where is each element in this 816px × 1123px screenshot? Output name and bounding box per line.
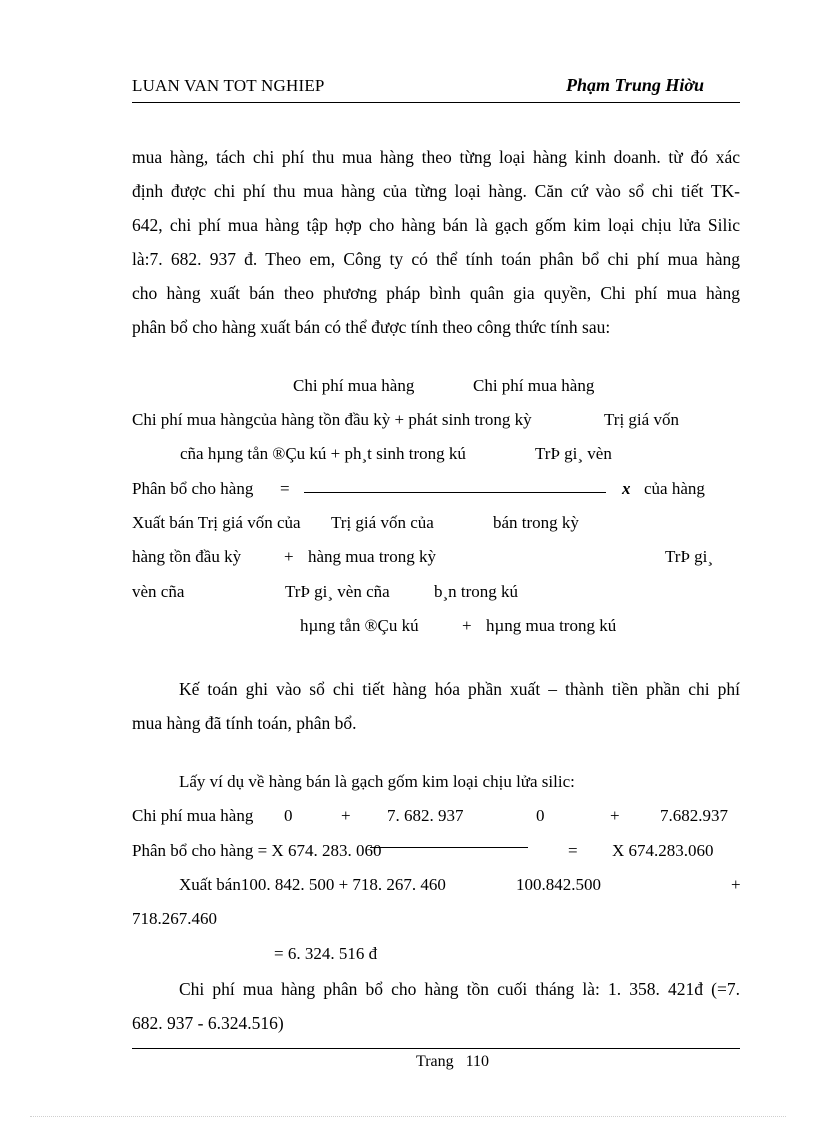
example-value: 100.842.500 bbox=[516, 875, 601, 894]
paragraph-line: 642, chi phí mua hàng tập hợp cho hàng bán là gạch gốm kim loại chịu lửa Silic bbox=[132, 215, 740, 235]
example-plus: + bbox=[610, 806, 620, 825]
paragraph-line: cho hàng xuất bán theo phương pháp bình quân gia quyền, Chi phí mua hàng bbox=[132, 283, 740, 303]
paragraph-line: phân bổ cho hàng xuất bán có thể được tính theo công thức tính sau: bbox=[132, 317, 611, 337]
formula-plus: + bbox=[462, 616, 472, 635]
example-row-3-label: Xuất bán100. 842. 500 + 718. 267. 460 bbox=[179, 875, 446, 894]
formula-line-2: Chi phí mua hàngcủa hàng tồn đầu kỳ + phát sinh trong kỳ bbox=[132, 410, 532, 429]
formula-line-7c: b¸n trong kú bbox=[434, 582, 519, 601]
example-value: 0 bbox=[284, 806, 293, 825]
footer-rule bbox=[132, 1048, 740, 1049]
paragraph-line: định được chi phí thu mua hàng của từng loại hàng. Căn cứ vào sổ chi tiết TK- bbox=[132, 181, 740, 201]
header-title: LUAN VAN TOT NGHIEP bbox=[132, 76, 325, 95]
example-equals: = bbox=[568, 841, 578, 860]
formula-line-6b: hàng mua trong kỳ bbox=[308, 547, 436, 566]
paragraph-line: 682. 937 - 6.324.516) bbox=[132, 1013, 284, 1033]
header-author: Phạm Trung Hiờu bbox=[566, 75, 705, 95]
formula-numerator-a: Chi phí mua hàng bbox=[293, 376, 415, 395]
formula-label: Phân bổ cho hàng bbox=[132, 479, 254, 498]
formula-numerator-b: Chi phí mua hàng bbox=[473, 376, 595, 395]
formula-plus: + bbox=[284, 547, 294, 566]
formula-line-6c: TrÞ gi¸ bbox=[665, 547, 714, 566]
paragraph-line: là:7. 682. 937 đ. Theo em, Công ty có thể tính toán phân bổ chi phí mua hàng bbox=[132, 249, 740, 269]
footer-page bbox=[416, 1053, 489, 1071]
example-value: 7. 682. 937 bbox=[387, 806, 464, 825]
example-intro: Lấy ví dụ về hàng bán là gạch gốm kim loại chịu lửa silic: bbox=[179, 772, 575, 791]
example-plus: + bbox=[731, 875, 741, 894]
example-fraction-bar bbox=[370, 847, 528, 848]
formula-line-7b: TrÞ gi¸ vèn cña bbox=[285, 582, 390, 601]
example-row-1-label: Chi phí mua hàng bbox=[132, 806, 254, 825]
formula-equals: = bbox=[280, 479, 290, 498]
formula-line-6a: hàng tồn đầu kỳ bbox=[132, 547, 242, 566]
formula-line-8a: hµng tån ®Çu kú bbox=[300, 616, 419, 635]
paragraph-line: mua hàng, tách chi phí thu mua hàng theo từng loại hàng kinh doanh. từ đó xác bbox=[132, 147, 740, 167]
formula-line-5a: Xuất bán Trị giá vốn của bbox=[132, 513, 301, 532]
paragraph-note bbox=[132, 672, 740, 740]
example-plus: + bbox=[341, 806, 351, 825]
formula-line-5c: bán trong kỳ bbox=[493, 513, 579, 532]
formula-line-7a: vèn cña bbox=[132, 582, 185, 601]
formula-line-8b: hµng mua trong kú bbox=[486, 616, 617, 635]
paragraph-intro bbox=[132, 140, 740, 344]
example-value: 7.682.937 bbox=[660, 806, 728, 825]
example-result: = 6. 324. 516 đ bbox=[274, 944, 378, 963]
formula-times: x bbox=[622, 479, 631, 498]
formula-line-3: cña hµng tån ®Çu kú + ph¸t sinh trong kú bbox=[180, 444, 466, 463]
formula-line-5b: Trị giá vốn của bbox=[331, 513, 434, 532]
example-value: 718.267.460 bbox=[132, 909, 217, 928]
paragraph-conclusion bbox=[132, 972, 740, 1040]
paragraph-line: mua hàng đã tính toán, phân bổ. bbox=[132, 713, 357, 733]
formula-line-3b: TrÞ gi¸ vèn bbox=[535, 444, 612, 463]
formula-line-2b: Trị giá vốn bbox=[604, 410, 679, 429]
example-row-2-label: Phân bổ cho hàng = X 674. 283. 060 bbox=[132, 841, 382, 860]
formula-line-4b: của hàng bbox=[644, 479, 705, 498]
fraction-bar bbox=[304, 492, 606, 493]
footer-page-number: 110 bbox=[465, 1053, 490, 1070]
example-value: 0 bbox=[536, 806, 545, 825]
paragraph-line: Kế toán ghi vào sổ chi tiết hàng hóa phần xuất – thành tiền phần chi phí bbox=[179, 679, 740, 699]
page-edge bbox=[30, 1116, 786, 1117]
header-rule bbox=[132, 102, 740, 103]
paragraph-line: Chi phí mua hàng phân bổ cho hàng tồn cuối tháng là: 1. 358. 421đ (=7. bbox=[179, 979, 740, 999]
example-value: X 674.283.060 bbox=[612, 841, 714, 860]
footer-page-label: Trang bbox=[416, 1053, 454, 1070]
